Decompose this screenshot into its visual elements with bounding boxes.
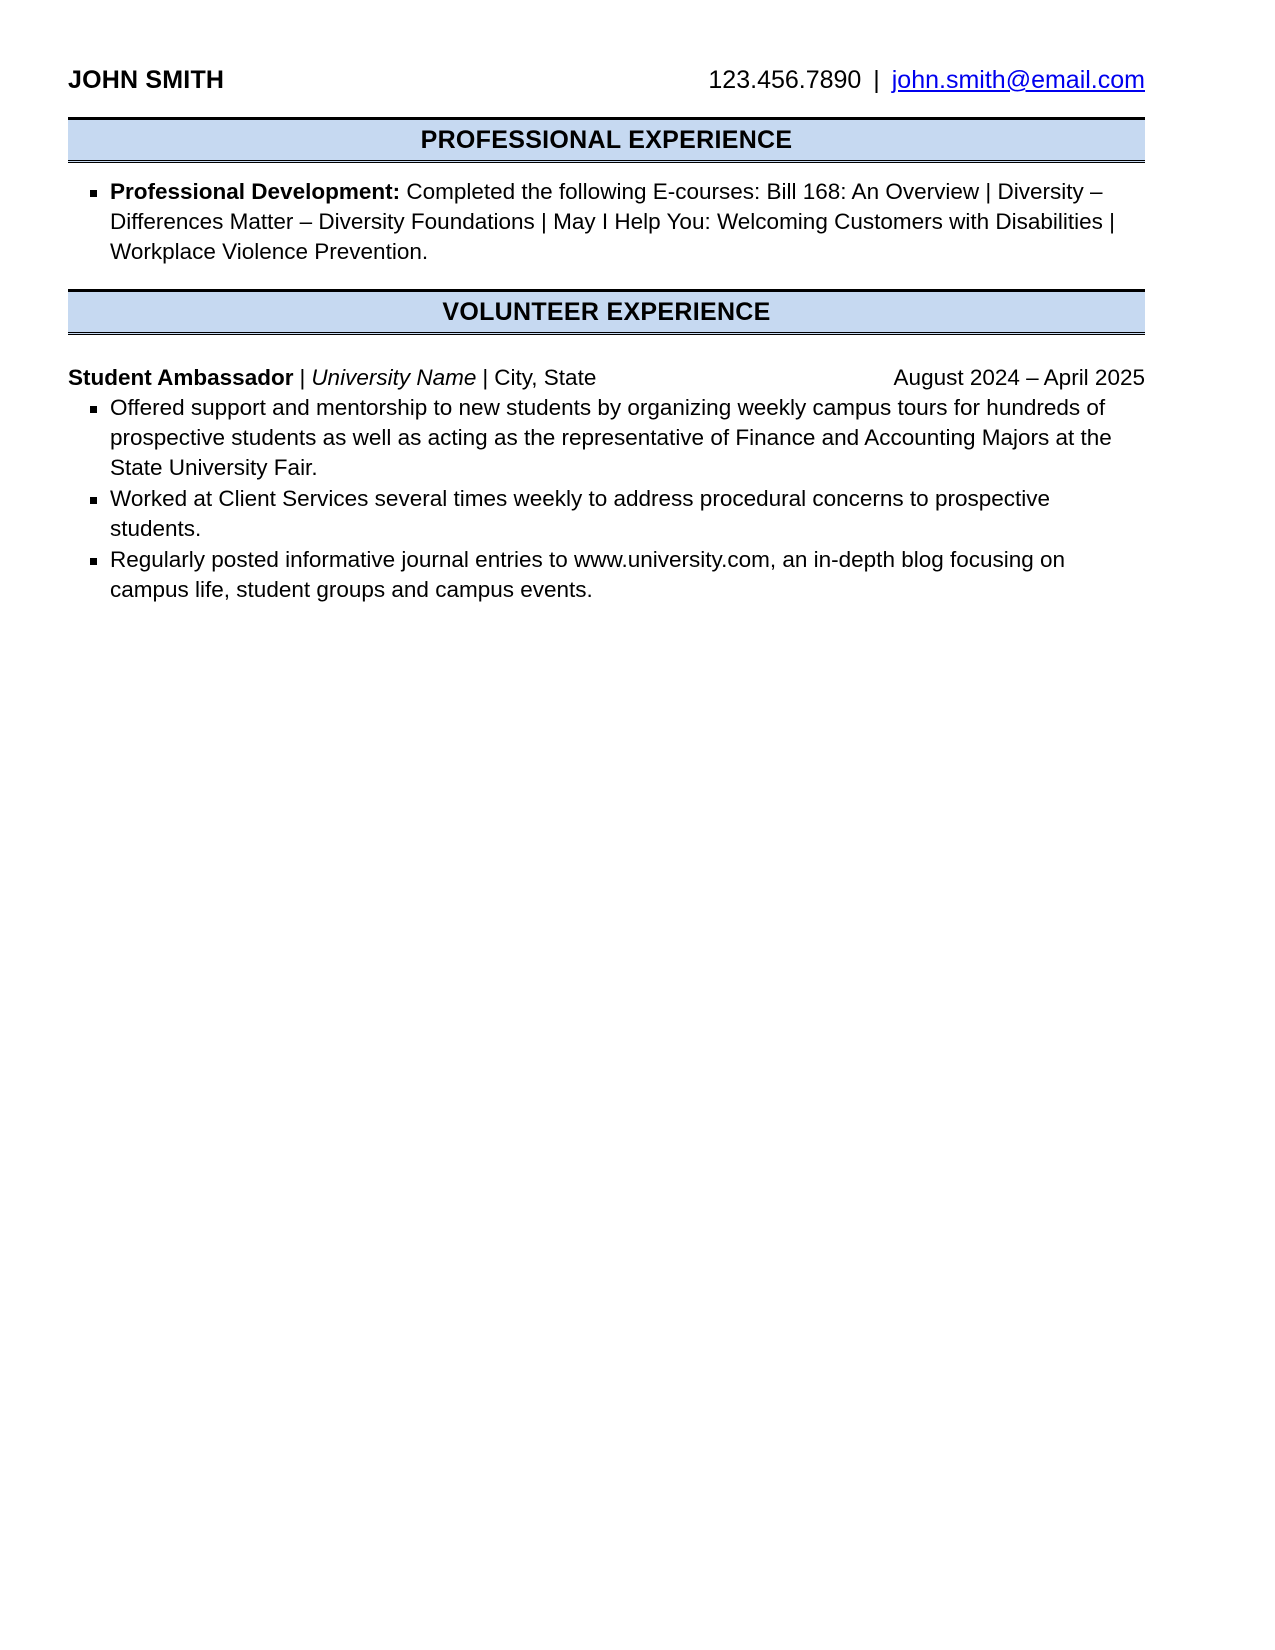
volunteer-organization: University Name bbox=[311, 365, 477, 390]
volunteer-entry-header bbox=[68, 349, 1145, 393]
candidate-name: JOHN SMITH bbox=[68, 66, 225, 94]
list-item bbox=[68, 484, 1145, 544]
volunteer-location: City, State bbox=[494, 365, 597, 390]
bullet-text: Offered support and mentorship to new students by organizing weekly campus tours for hundreds of prospective students as well as acting as the representative of Finance and Accounting Majors at the State University Fair. bbox=[110, 395, 1112, 480]
volunteer-entry-details bbox=[68, 363, 596, 393]
section-body-professional-experience bbox=[68, 163, 1145, 267]
entry-separator-1: | bbox=[299, 365, 306, 390]
list-item bbox=[68, 545, 1145, 605]
resume-content bbox=[68, 0, 1145, 606]
section-header-professional-experience bbox=[68, 117, 1145, 163]
volunteer-job-title: Student Ambassador bbox=[68, 365, 294, 390]
entry-separator-2: | bbox=[482, 365, 489, 390]
volunteer-date-range: August 2024 – April 2025 bbox=[893, 365, 1145, 390]
professional-experience-bullet-list bbox=[68, 177, 1145, 267]
section-header-volunteer-experience bbox=[68, 289, 1145, 335]
section-title: PROFESSIONAL EXPERIENCE bbox=[420, 126, 793, 154]
volunteer-experience-bullet-list bbox=[68, 393, 1145, 605]
section-title: VOLUNTEER EXPERIENCE bbox=[442, 298, 771, 326]
list-item bbox=[68, 177, 1145, 267]
resume-header bbox=[68, 0, 1145, 95]
email-link[interactable]: john.smith@email.com bbox=[891, 66, 1145, 94]
list-item bbox=[68, 393, 1145, 483]
contact-separator: | bbox=[873, 66, 880, 94]
bullet-text: Completed the following E-courses: Bill 168: An Overview | Diversity – Differences Matter – Diversity Foundations | May I Help You: Welcoming Customers with Disabilities | Workplace Violence Prevention. bbox=[110, 179, 1116, 264]
bullet-text: Worked at Client Services several times weekly to address procedural concerns to prospective students. bbox=[110, 486, 1051, 541]
bullet-text: Regularly posted informative journal entries to www.university.com, an in-depth blog focusing on campus life, student groups and campus events. bbox=[110, 547, 1066, 602]
bullet-label: Professional Development: bbox=[110, 179, 401, 204]
contact-info bbox=[708, 66, 1145, 95]
phone-number: 123.456.7890 bbox=[708, 66, 862, 94]
section-body-volunteer-experience bbox=[68, 335, 1145, 605]
